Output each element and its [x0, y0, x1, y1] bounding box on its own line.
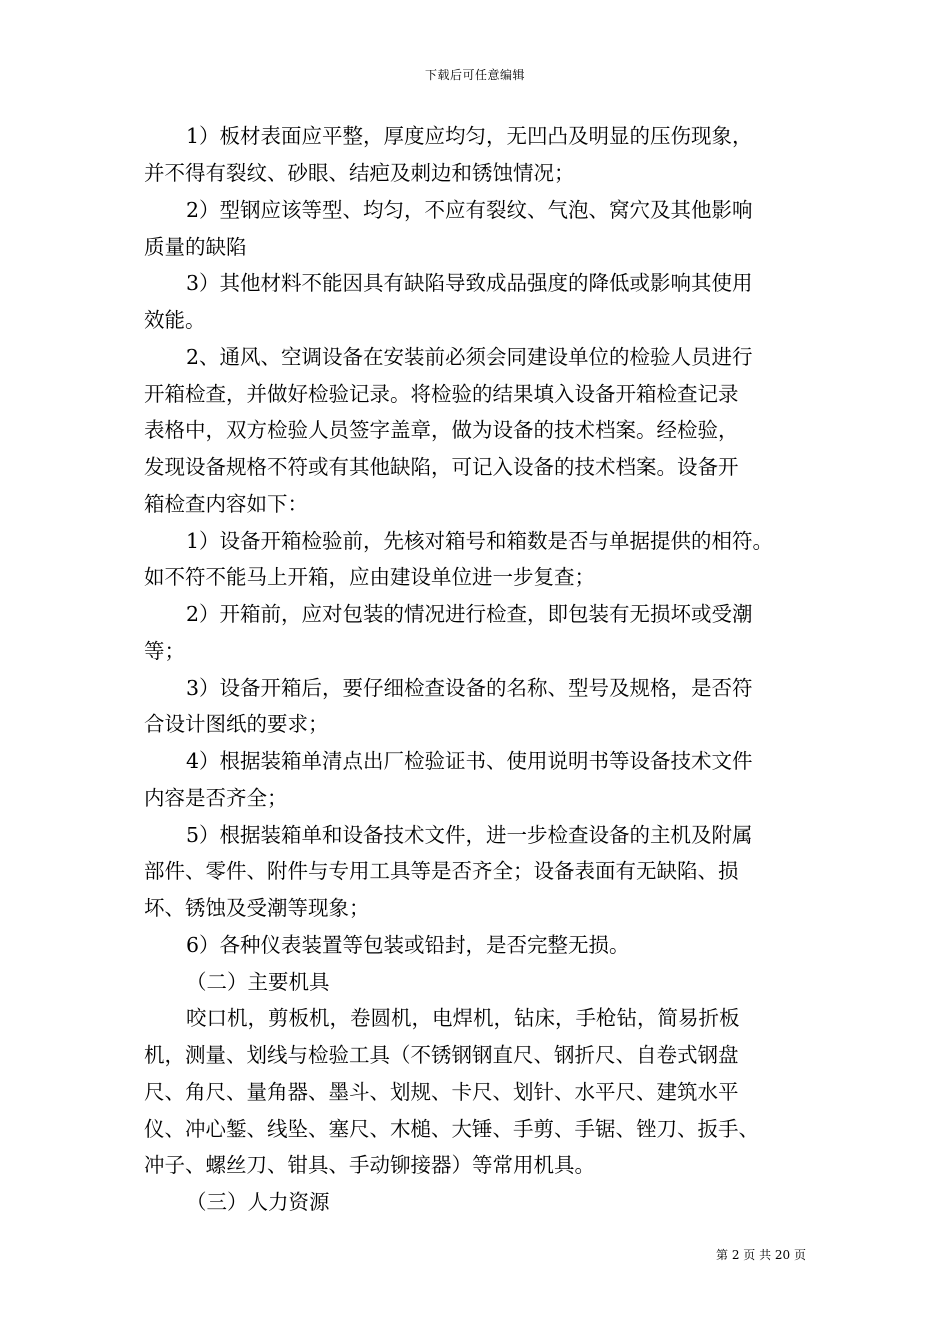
text-line: 并不得有裂纹、砂眼、结疤及刺边和锈蚀情况；: [144, 161, 575, 185]
text-line: 部件、零件、附件与专用工具等是否齐全；设备表面有无缺陷、损: [144, 859, 739, 883]
text-line: 5）根据装箱单和设备技术文件，进一步检查设备的主机及附属: [186, 823, 753, 847]
text-line: 咬口机，剪板机，卷圆机，电焊机，钻床，手枪钻，简易折板: [186, 1006, 740, 1030]
text-line: 1）板材表面应平整，厚度应均匀，无凹凸及明显的压伤现象，: [186, 124, 753, 148]
text-line: 合设计图纸的要求；: [144, 712, 329, 736]
text-line: 机，测量、划线与检验工具（不锈钢钢直尺、钢折尺、自卷式钢盘: [144, 1043, 739, 1067]
section-heading: （二）主要机具: [186, 970, 330, 994]
text-line: 4）根据装箱单清点出厂检验证书、使用说明书等设备技术文件: [186, 749, 753, 773]
text-line: 坏、锈蚀及受潮等现象；: [144, 896, 370, 920]
text-line: 1）设备开箱检验前，先核对箱号和箱数是否与单据提供的相符。: [186, 529, 774, 553]
text-line: 2）型钢应该等型、均匀，不应有裂纹、气泡、窝穴及其他影响: [186, 198, 753, 222]
text-line: 6）各种仪表装置等包装或铅封，是否完整无损。: [186, 933, 630, 957]
text-line: 2、通风、空调设备在安装前必须会同建设单位的检验人员进行: [186, 345, 753, 369]
section-heading: （三）人力资源: [186, 1190, 330, 1214]
text-line: 箱检查内容如下：: [144, 492, 308, 516]
text-line: 等；: [144, 639, 185, 663]
text-line: 仪、冲心錾、线坠、塞尺、木槌、大锤、手剪、手锯、锉刀、扳手、: [144, 1117, 759, 1141]
text-line: 发现设备规格不符或有其他缺陷，可记入设备的技术档案。设备开: [144, 455, 739, 479]
text-line: 尺、角尺、量角器、墨斗、划规、卡尺、划针、水平尺、建筑水平: [144, 1080, 739, 1104]
text-line: 表格中，双方检验人员签字盖章，做为设备的技术档案。经检验，: [144, 418, 739, 442]
text-line: 效能。: [144, 308, 206, 332]
text-line: 3）其他材料不能因具有缺陷导致成品强度的降低或影响其使用: [186, 271, 753, 295]
text-line: 内容是否齐全；: [144, 786, 288, 810]
text-line: 2）开箱前，应对包装的情况进行检查，即包装有无损坏或受潮: [186, 602, 753, 626]
text-line: 开箱检查，并做好检验记录。将检验的结果填入设备开箱检查记录: [144, 382, 739, 406]
text-line: 质量的缺陷: [144, 235, 247, 259]
text-line: 3）设备开箱后，要仔细检查设备的名称、型号及规格，是否符: [186, 676, 753, 700]
page-header: 下载后可任意编辑: [424, 68, 525, 82]
text-line: 如不符不能马上开箱，应由建设单位进一步复查；: [144, 565, 595, 589]
page-footer: 第 2 页 共 20 页: [716, 1248, 806, 1262]
text-line: 冲子、螺丝刀、钳具、手动铆接器）等常用机具。: [144, 1153, 595, 1177]
